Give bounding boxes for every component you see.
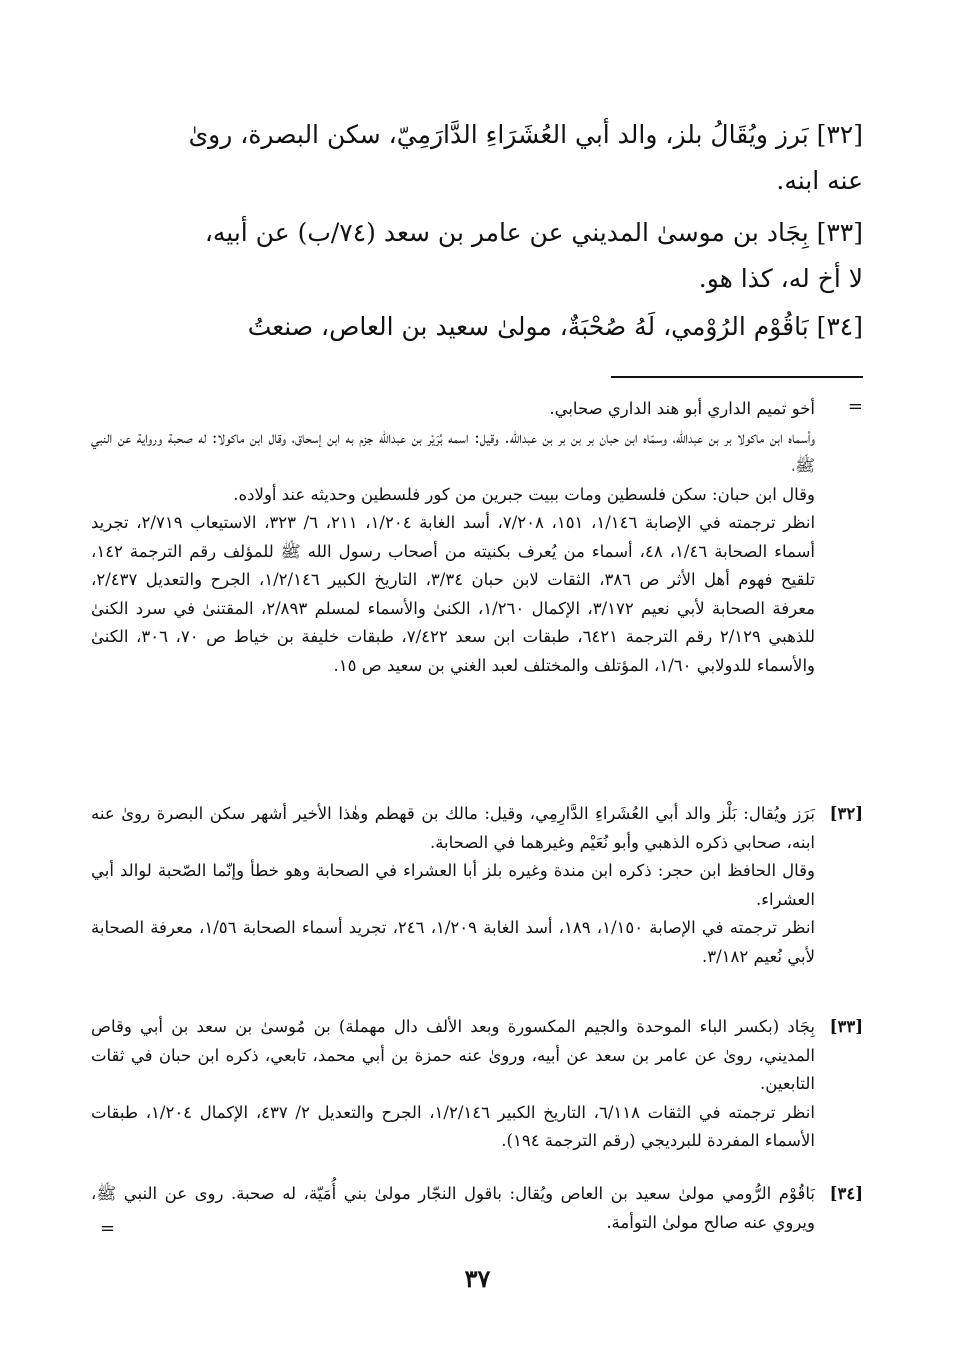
entry-34-line-1: [٣٤] بَاقُوْم الرُوْمي، لَهُ صُحْبَةٌ، مولىٰ سعيد بن العاص، صنعتُ [247,312,863,341]
page-number: ٣٧ [464,1264,491,1293]
footnote-separator [611,376,863,378]
footnote-paragraph: بَرَز ويُقال: بَلْز والد أبي العُشَراءِ الدَّارِمِي، وقيل: مالك بن قهطم وهٰذا الأخير أشهر سكن البصرة روىٰ عنه ابنه، صحابي ذكره الذهبي وأبو نُعَيْم وغيرهما في الصحابة. [91,804,815,852]
entry-33-line-1: [٣٣] بِجَاد بن موسىٰ المديني عن عامر بن سعد (٧٤/ب) عن أبيه، [204,218,863,247]
entry-33-line-2: لا أخ له، كذا هو. [698,264,863,293]
footnote-paragraph: انظر ترجمته في الثقات ٦/١١٨، التاريخ الكبير ١/٢/١٤٦، الجرح والتعديل ٢/ ٤٣٧، الإكمال ١/٢٠٤، طبقات الأسماء المفردة للبرديجي (رقم الترجمة ١٩٤). [91,1102,815,1150]
footnote-paragraph: وأسماه ابن ماكولا بر بن عبدالله، وسمّاه ابن حبان بر بن بر بن عبدالله. وقيل: اسمه بُرَيْر بن عبدالله جزم به ابن إسحاق، وقال ابن ماكولا: له صحبة ورواية عن النبي ﷺ، [91,427,815,475]
entry-32-line-2: عنه ابنه. [776,166,863,195]
footnote-33 [91,1013,863,1156]
footnote-continuation [91,395,863,680]
footnote-paragraph: وقال ابن حبان: سكن فلسطين ومات ببيت جبرين من كور فلسطين وحديثه عند أولاده. [233,484,815,504]
footnote-number: [٣٤] [829,1184,863,1203]
footnote-paragraph: انظر ترجمته في الإصابة ١/١٤٦، ١٥١، ٧/٢٠٨، أسد الغابة ١/٢٠٤، ٢١١، ٦/ ٣٢٣، الاستيعاب ٢/٧١٩، تجريد أسماء الصحابة ١/٤٦، ٤٨، أسماء من يُعرف بكنيته من أصحاب رسول الله ﷺ للمؤلف رقم الترجمة ١٤٢، تلقيح فهوم أهل الأثر ص ٣٨٦، الثقات لابن حبان ٣/٣٤، التاريخ الكبير ١/٢/١٤٦، الجرح والتعديل ٢/٤٣٧، معرفة الصحابة لأبي نعيم ٣/١٧٢، الإكمال ١/٢٦٠، الكنىٰ والأسماء لمسلم ٢/٨٩٣، المقتنىٰ في سرد الكنىٰ للذهبي ٢/١٢٩ رقم الترجمة ٦٤٢١، طبقات ابن سعد ٧/٤٢٢، طبقات خليفة بن خياط ص ٧٠، ٣٠٦، الكنىٰ والأسماء للدولابي ١/٦٠، المؤتلف والمختلف لعبد الغني بن سعيد ص ١٥. [91,513,816,675]
footnote-number: [٣٣] [829,1017,863,1036]
entry-32-line-1: [٣٢] بَرز ويُقَالُ بلز، والد أبي العُشَرَاءِ الدَّارَمِيّ، سكن البصرة، روىٰ [188,120,863,149]
footnote-paragraph: بِجَاد (بكسر الباء الموحدة والجيم المكسورة وبعد الألف دال مهملة) بن مُوسىٰ بن سعد بن أبي وقاص المديني، روىٰ عن عامر بن سعد عن أبيه، وروىٰ عنه حمزة بن أبي محمد، تابعي، ذكره ابن حبان في ثقات التابعين. [91,1017,815,1093]
footnote-number: [٣٢] [829,804,863,823]
footnote-32 [91,800,863,971]
footnote-paragraph: انظر ترجمته في الإصابة ١/١٥٠، ١٨٩، أسد الغابة ١/٢٠٩، ٢٤٦، تجريد أسماء الصحابة ١/٥٦، معرفة الصحابة لأبي نُعيم ٣/١٨٢. [91,918,815,966]
entry-34 [83,304,863,350]
entry-33 [83,210,863,302]
footnote-paragraph: أخو تميم الداري أبو هند الداري صحابي. [549,399,815,418]
footnote-paragraph: وقال الحافظ ابن حجر: ذكره ابن مندة وغيره بلز أبا العشراء في الصحابة وهو خطأ وإنّما الصّحبة لوالد أبي العشراء. [91,861,815,909]
continues-marker: = [100,1218,116,1239]
continuation-marker: = [847,396,863,417]
footnote-34 [91,1180,863,1237]
footnote-paragraph: بَاقُوْم الرُّومي مولىٰ سعيد بن العاص ويُقال: باقول النجّار مولىٰ بني أُمَيّة، له صحبة. روى عن النبي ﷺ، ويروي عنه صالح مولىٰ التوأمة. [91,1184,815,1232]
entry-32 [83,112,863,204]
